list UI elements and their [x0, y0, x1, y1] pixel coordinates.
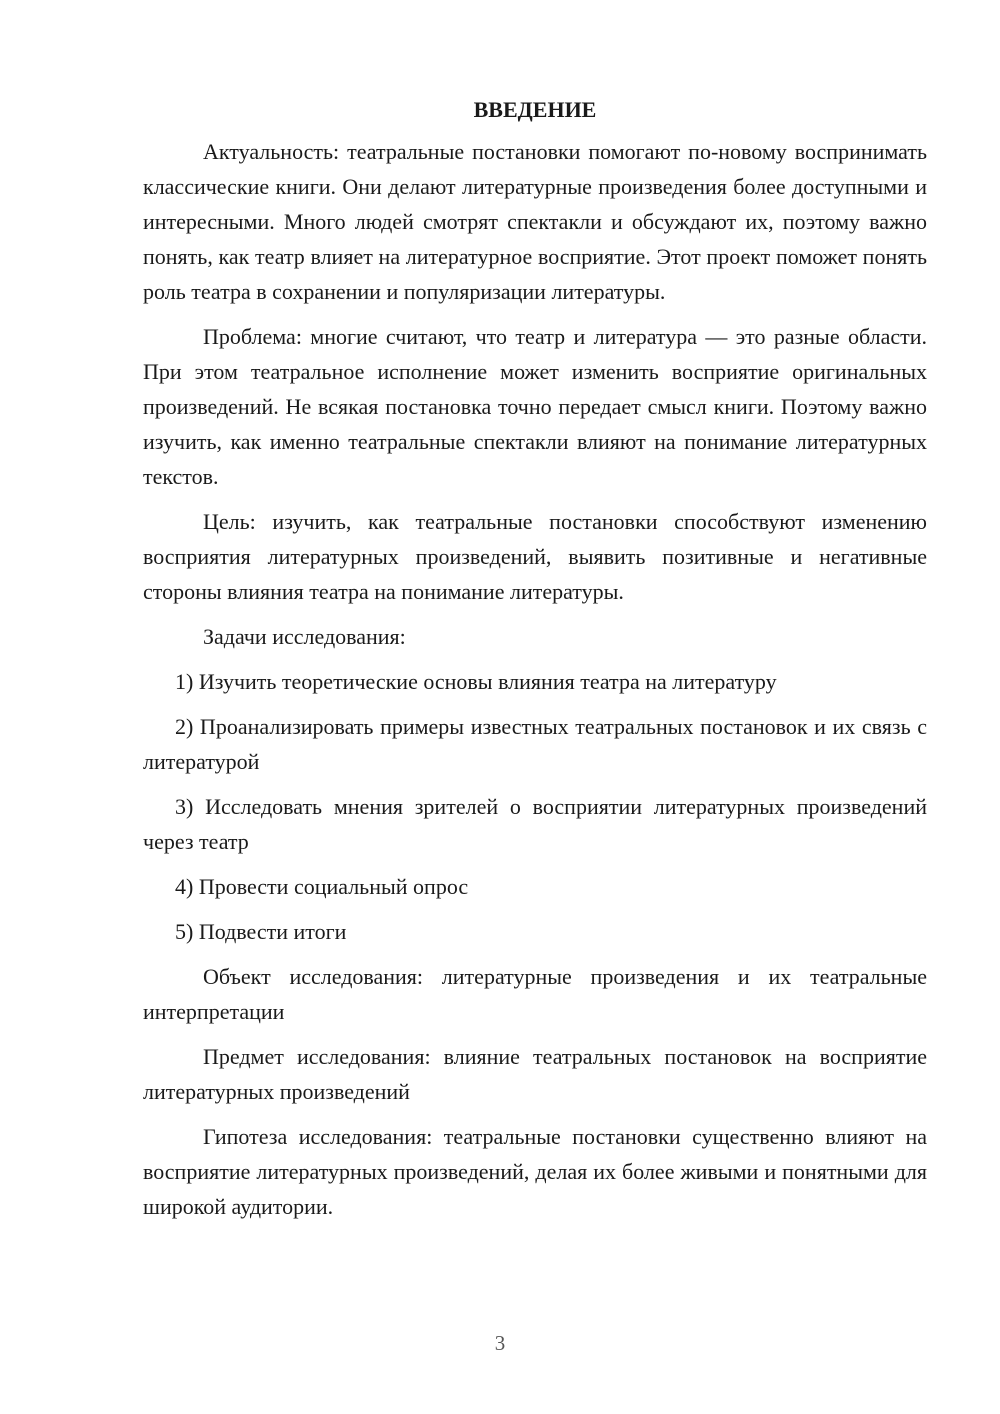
tasks-heading: Задачи исследования: [203, 624, 406, 649]
task-item-5: 5) Подвести итоги [175, 919, 347, 944]
goal-paragraph: Цель: изучить, как театральные постановки способствуют изменению восприятия литературных произведений, выявить позитивные и негативные стороны влияния театра на понимание литературы. [143, 509, 927, 604]
page-number: 3 [494, 1331, 506, 1355]
relevance-paragraph: Актуальность: театральные постановки помогают по-новому воспринимать классические книги. Они делают литературные произведения более доступными и интересными. Много людей смотрят спектакли и обсуждают их, поэтому важно понять, как театр влияет на литературное восприятие. Этот проект поможет понять роль театра в сохранении и популяризации литературы. [143, 139, 927, 304]
page-title: ВВЕДЕНИЕ [473, 97, 597, 122]
page-content [143, 92, 927, 1234]
problem-paragraph: Проблема: многие считают, что театр и литература — это разные области. При этом театральное исполнение может изменить восприятие оригинальных произведений. Не всякая постановка точно передает смысл книги. Поэтому важно изучить, как именно театральные спектакли влияют на понимание литературных текстов. [143, 324, 927, 489]
task-item-2: 2) Проанализировать примеры известных театральных постановок и их связь с литературой [143, 714, 927, 774]
task-item-1: 1) Изучить теоретические основы влияния театра на литературу [175, 669, 777, 694]
hypothesis-paragraph: Гипотеза исследования: театральные постановки существенно влияют на восприятие литературных произведений, делая их более живыми и понятными для широкой аудитории. [143, 1124, 927, 1219]
task-item-3: 3) Исследовать мнения зрителей о восприятии литературных произведений через театр [143, 794, 927, 854]
subject-paragraph: Предмет исследования: влияние театральных постановок на восприятие литературных произведений [143, 1044, 927, 1104]
object-paragraph: Объект исследования: литературные произведения и их театральные интерпретации [143, 964, 927, 1024]
task-item-4: 4) Провести социальный опрос [175, 874, 469, 899]
